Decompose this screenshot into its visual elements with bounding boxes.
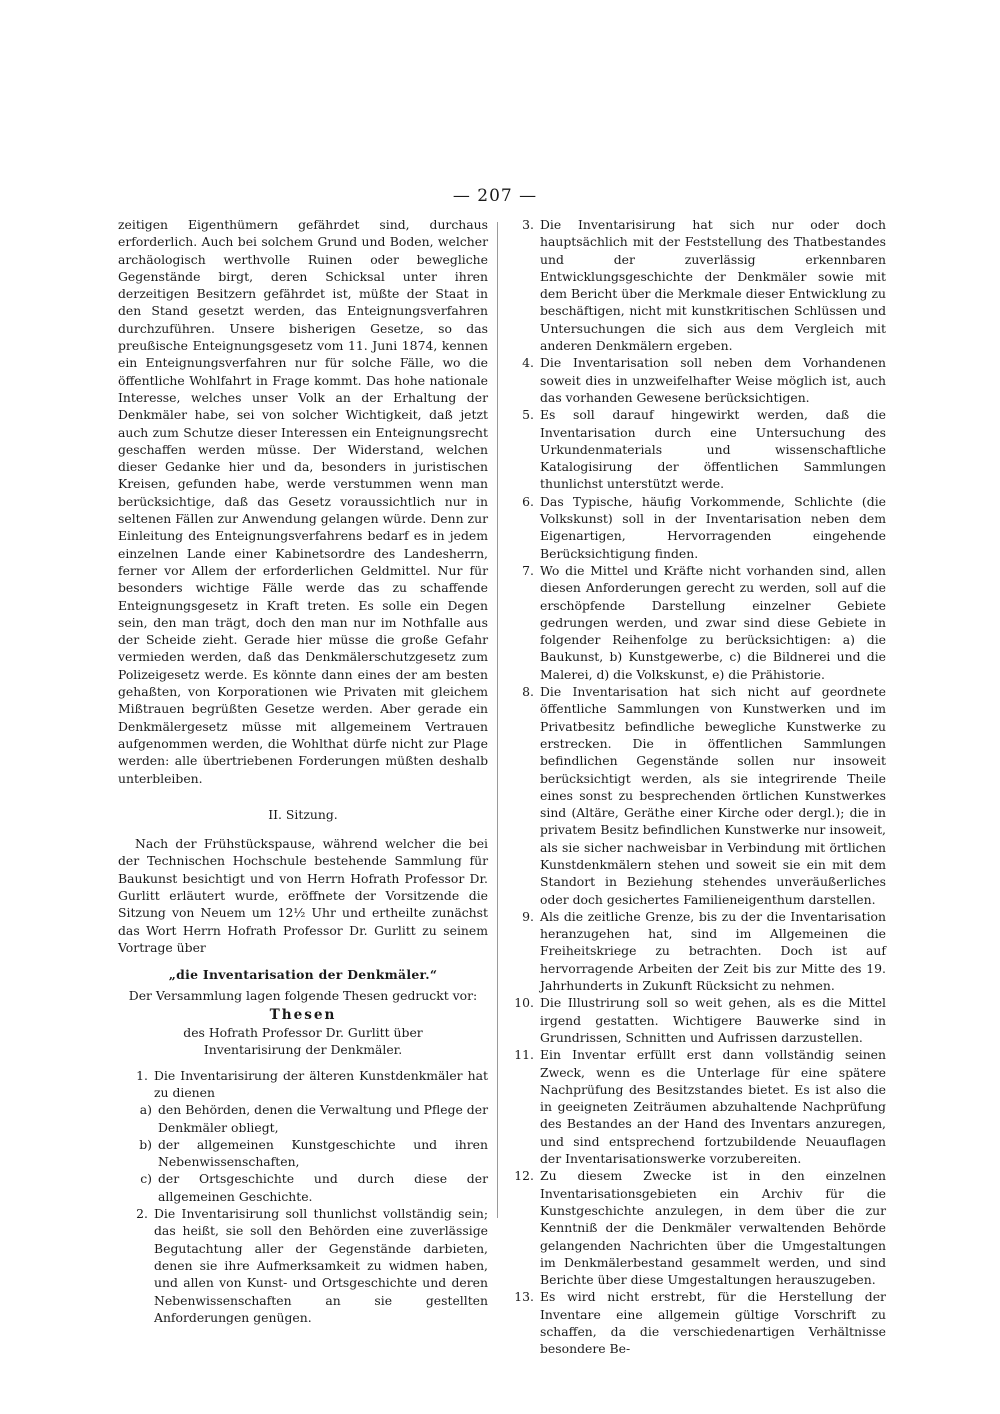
thesis-text: Ein Inventar erfüllt erst dann vollständig seinen Zweck, wenn es die Unterlage für eine spätere Nachprüfung des Besitzstandes bietet. Es ist also die in geeigneten Zeiträumen abzuhaltende Nachprüfung des Bestandes an der Hand des Inventars anzuregen, und sind entsprechend fortzubildende Neuauflagen der Inventarisationswerke vorzubereiten.	[540, 1047, 886, 1167]
column-divider	[497, 222, 498, 1218]
thesis-text: Die Illustrirung soll so weit gehen, als es die Mittel irgend gestatten. Wichtigere Bauwerke sind in Grundrissen, Schnitten und Aufrissen darzustellen.	[540, 995, 886, 1045]
thesis-item-5	[508, 406, 886, 492]
thesis-text: Es wird nicht erstrebt, für die Herstellung der Inventare eine allgemein gültige Vorschrift zu schaffen, da die verschiedenartigen Verhältnisse besondere Be-	[540, 1289, 886, 1357]
theses-subtitle	[118, 1024, 488, 1059]
thesis-item-8	[508, 683, 886, 908]
thesis-text: Das Typische, häufig Vorkommende, Schlichte (die Volkskunst) soll in der Inventarisation neben dem Eigenartigen, Hervorragenden eingehende Berücksichtigung finden.	[540, 493, 886, 561]
thesis-number: 4.	[522, 355, 534, 371]
thesis-item-3	[508, 216, 886, 354]
thesis-text: Es soll darauf hingewirkt werden, daß die Inventarisation durch eine Untersuchung des Urkundenmaterials und wissenschaftliche Katalogisirung der öffentlichen Sammlungen thunlichst unterstützt werde.	[540, 407, 886, 492]
thesis-text: Die Inventarisation hat sich nicht auf geordnete öffentliche Sammlungen von Kunstwerken und im Privatbesitz befindliche bewegliche Kunstwerke zu erstrecken. Die in öffentlichen Sammlungen befindlichen Gegenstände sollen nur insoweit berücksichtigt werden, als sie integrirende Theile eines sonst zu besprechenden örtlichen Kunstwerkes sind (Altäre, Geräthe einer Kirche oder dergl.); die in privatem Besitz befindlichen Kunstwerke nur insoweit, als sie sicher nachweisbar in Verbindung mit örtlichen Kunstdenkmälern stehen und soweit sie ein mit dem Standort in Beziehung stehendes unveräußerliches oder doch gesichertes Familieneigenthum darstellen.	[540, 684, 886, 907]
thesis-item-6	[508, 493, 886, 562]
subitem-text: den Behörden, denen die Verwaltung und Pflege der Denkmäler obliegt,	[158, 1102, 488, 1135]
thesis-item-4	[508, 354, 886, 406]
thesis-item-13	[508, 1288, 886, 1357]
thesis-number: 2.	[136, 1206, 148, 1222]
subitem-mark: c)	[140, 1171, 152, 1187]
subitem-mark: b)	[139, 1136, 152, 1152]
page-number: — 207 —	[452, 186, 538, 206]
subitem-text: der Ortsgeschichte und durch diese der allgemeinen Geschichte.	[158, 1171, 488, 1204]
thesis-item-9	[508, 908, 886, 994]
thesis-number: 8.	[522, 684, 534, 700]
thesis-item-11	[508, 1046, 886, 1167]
thesis-item-7	[508, 562, 886, 683]
thesis-number: 1.	[136, 1067, 148, 1083]
thesis-number: 13.	[514, 1289, 534, 1305]
thesis-text: Als die zeitliche Grenze, bis zu der die Inventarisation heranzugehen hat, sind im Allgemeinen die Freiheitskriege zu betrachten. Doch ist auf hervorragende Arbeiten der Zeit bis zur Mitte des 19. Jahrhunderts in Zukunft Rücksicht zu nehmen.	[540, 908, 886, 994]
theses-subtitle-line-2: Inventarisirung der Denkmäler.	[203, 1042, 403, 1058]
theses-intro: Der Versammlung lagen folgende Thesen gedruckt vor:	[128, 988, 478, 1004]
session-paragraph: Nach der Frühstückspause, während welcher die bei der Technischen Hochschule bestehende Sammlung für Baukunst besichtigt und von Herrn Hofrath Professor Dr. Gurlitt erläutert wurde, eröffnete der Vorsitzende die Sitzung von Neuem um 12½ Uhr und ertheilte zunächst das Wort Herrn Hofrath Professor Dr. Gurlitt zu seinem Vortrage über	[118, 836, 488, 955]
left-column	[118, 216, 488, 1326]
subitem-mark: a)	[139, 1102, 152, 1118]
thesis-number: 5.	[522, 407, 534, 423]
session-heading: II. Sitzung.	[268, 806, 338, 822]
thesis-number: 6.	[522, 493, 534, 509]
thesis-number: 7.	[522, 562, 534, 578]
thesis-subitem-b	[130, 1136, 488, 1171]
thesis-number: 11.	[514, 1047, 534, 1063]
right-column	[508, 216, 886, 1358]
theses-title: Thesen	[269, 1006, 337, 1023]
thesis-number: 12.	[514, 1168, 534, 1184]
thesis-text: Die Inventarisirung hat sich nur oder doch hauptsächlich mit der Feststellung des Thatbestandes und der zuverlässig erkennbaren Entwicklungsgeschichte der Denkmäler sowie mit dem Bericht über die Merkmale dieser Entwicklung zu beschäftigen, nicht mit kunstkritischen Schlüssen und Untersuchungen die sich aus dem Vergleich mit anderen Denkmälern ergeben.	[540, 217, 886, 354]
thesis-subitem-c	[130, 1170, 488, 1205]
thesis-text: Die Inventarisirung der älteren Kunstdenkmäler hat zu dienen	[154, 1067, 488, 1100]
lecture-title: „die Inventarisation der Denkmäler.“	[168, 967, 438, 983]
continuation-paragraph: zeitigen Eigenthümern gefährdet sind, durchaus erforderlich. Auch bei solchem Grund und Boden, welcher archäologisch werthvolle Ruinen oder bewegliche Gegenstände birgt, deren Schicksal unter ihren derzeitigen Besitzern gefährdet ist, müßte der Staat in den Stand gesetzt werden, das Enteignungsverfahren durchzuführen. Unsere bisherigen Gesetze, so das preußische Enteignungsgesetz vom 11. Juni 1874, kennen ein Enteignungsverfahren nur für solche Fälle, wo die öffentliche Wohlfahrt in Frage kommt. Das hohe nationale Interesse, welches unser Volk an der Erhaltung der Denkmäler habe, sei von solcher Wichtigkeit, daß jetzt auch zum Schutze dieser Interessen ein Enteignungsrecht geschaffen werden müsse. Der Widerstand, welchen dieser Gedanke hier und da, besonders in juristischen Kreisen, gefunden habe, werde verstummen wenn man berücksichtige, daß das Gesetz voraussichtlich nur in seltenen Fällen zur Anwendung gelangen würde. Denn zur Einleitung des Enteignungsverfahrens bedarf es in jedem einzelnen Lande einer Kabinetsordre des Landesherrn, ferner vor Allem der erforderlichen Geldmittel. Nur für besonders wichtige Fälle werde das zu schaffende Enteignungsgesetz in Kraft treten. Es solle ein Degen sein, den man trägt, doch den man nur im Nothfalle aus der Scheide zieht. Gerade hier müsse die große Gefahr vermieden werden, daß das Denkmälerschutzgesetz zum Polizeigesetz werde. Es könnte dann eines der am besten gehaßten, von Korporationen wie Privaten mit gleichem Mißtrauen begrüßten Gesetze werden. Aber gerade ein Denkmälergesetz müsse mit allgemeinem Vertrauen aufgenommen werden, die Wohlthat dürfe nicht zur Plage werden: alle übertriebenen Forderungen müßten deshalb unterbleiben.	[118, 217, 488, 786]
thesis-text: Wo die Mittel und Kräfte nicht vorhanden sind, allen diesen Anforderungen gerecht zu werden, soll auf die erschöpfende Darstellung einzelner Gebiete gedrungen werden, und zwar sind diese Gebiete in folgender Reihenfolge zu berücksichtigen: a) die Baukunst, b) Kunstgewerbe, c) die Bildnerei und die Malerei, d) die Volkskunst, e) die Prähistorie.	[540, 562, 886, 682]
thesis-number: 3.	[522, 217, 534, 232]
thesis-number: 10.	[514, 995, 534, 1011]
thesis-text: Zu diesem Zwecke ist in den einzelnen Inventarisationsgebieten ein Archiv für die Kunstgeschichte anzulegen, in dem über die zur Kenntniß der die Denkmäler verwaltenden Behörde gelangenden Nachrichten über die Umgestaltungen im Denkmälerbestand gesammelt werden, und sind Berichte über diese Umgestaltungen herauszugeben.	[540, 1168, 886, 1288]
thesis-text: Die Inventarisirung soll thunlichst vollständig sein; das heißt, sie soll den Behörden eine zuverlässige Begutachtung aller der Gegenstände darbieten, denen sie ihre Aufmerksamkeit zu widmen haben, und allen von Kunst- und Ortsgeschichte und deren Nebenwissenschaften an sie gestellten Anforderungen genügen.	[154, 1206, 488, 1325]
thesis-subitem-a	[130, 1101, 488, 1136]
thesis-number: 9.	[522, 908, 534, 924]
theses-subtitle-line-1: des Hofrath Professor Dr. Gurlitt über	[183, 1025, 423, 1041]
thesis-item-10	[508, 994, 886, 1046]
thesis-item-2	[118, 1205, 488, 1326]
thesis-text: Die Inventarisation soll neben dem Vorhandenen soweit dies in unzweifelhafter Weise möglich ist, auch das vorhanden Gewesene berücksichtigen.	[540, 355, 886, 405]
thesis-item-12	[508, 1167, 886, 1288]
thesis-item-1	[118, 1067, 488, 1102]
subitem-text: der allgemeinen Kunstgeschichte und ihren Nebenwissenschaften,	[158, 1136, 488, 1170]
